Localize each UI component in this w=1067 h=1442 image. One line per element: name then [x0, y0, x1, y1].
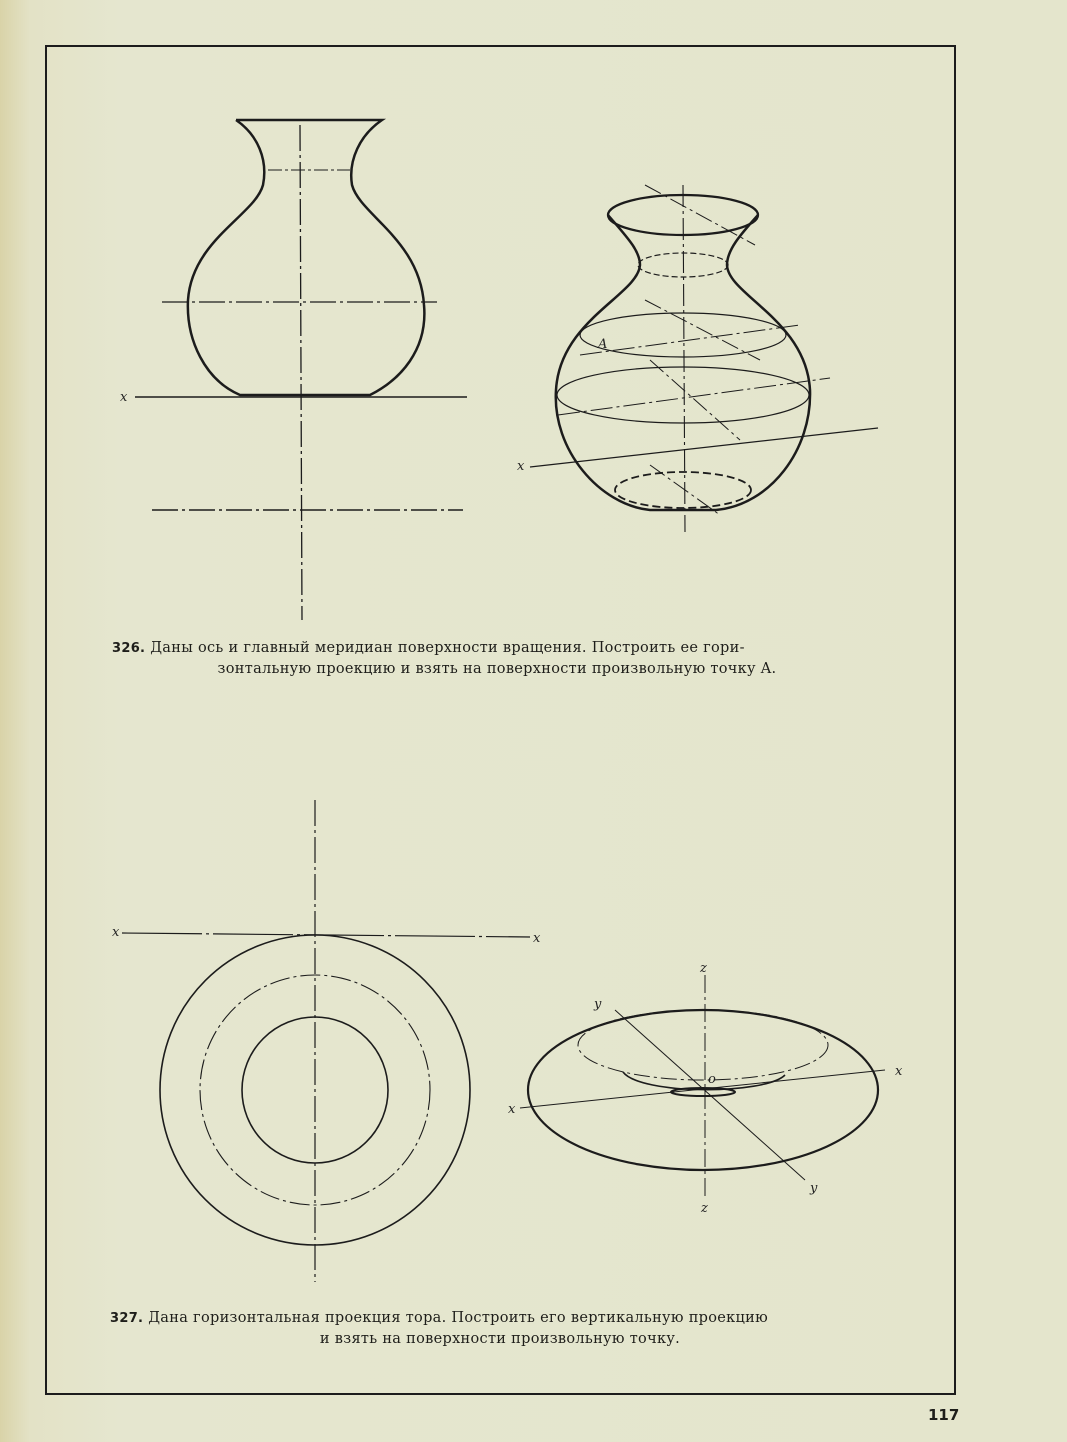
label-x: x — [533, 931, 541, 946]
x-axis — [122, 933, 530, 937]
horizontal-line-1 — [580, 325, 800, 355]
label-x: x — [508, 1102, 516, 1117]
caption-line-2: зонтальную проекцию и взять на поверхности произвольную точку A. — [217, 661, 777, 677]
axis-vertical — [300, 125, 302, 620]
caption-line-1: Даны ось и главный меридиан поверхности вращения. Построить ее гори- — [150, 640, 745, 656]
diag-line-2 — [645, 300, 760, 360]
label-x: x — [112, 925, 120, 940]
figure-327-top-view — [112, 800, 541, 1282]
label-x: x — [895, 1064, 903, 1079]
torus-center-ellipse — [578, 1010, 828, 1080]
label-z: z — [701, 1201, 708, 1216]
label-z: z — [700, 961, 707, 976]
label-point-a: A — [598, 337, 608, 352]
figure-326-pictorial — [517, 185, 878, 532]
axis-x — [520, 1070, 885, 1108]
figure-327-pictorial — [508, 961, 903, 1216]
label-y: y — [810, 1181, 818, 1196]
caption-326 — [112, 638, 882, 679]
page-number: 117 — [928, 1406, 960, 1424]
label-y: y — [594, 997, 602, 1012]
figure-326-meridian — [120, 120, 467, 620]
caption-line-1: Дана горизонтальная проекция тора. Построить его вертикальную проекцию — [148, 1310, 769, 1326]
horizontal-line-2 — [558, 378, 830, 415]
vase-meridian-outline — [188, 120, 425, 395]
axis-z — [683, 185, 685, 532]
caption-327 — [110, 1308, 890, 1349]
caption-line-2: и взять на поверхности произвольную точку. — [319, 1331, 681, 1347]
label-origin: o — [708, 1072, 716, 1087]
equator-ellipse — [557, 367, 809, 423]
torus-hole-curve — [623, 1072, 785, 1090]
problem-number: 326. — [112, 641, 146, 656]
x-axis-pictorial — [530, 428, 878, 467]
label-x: x — [517, 459, 525, 474]
problem-number: 327. — [110, 1311, 144, 1326]
diag-line-3 — [650, 360, 740, 440]
bottom-ellipse — [615, 472, 751, 508]
label-x: x — [120, 390, 128, 405]
